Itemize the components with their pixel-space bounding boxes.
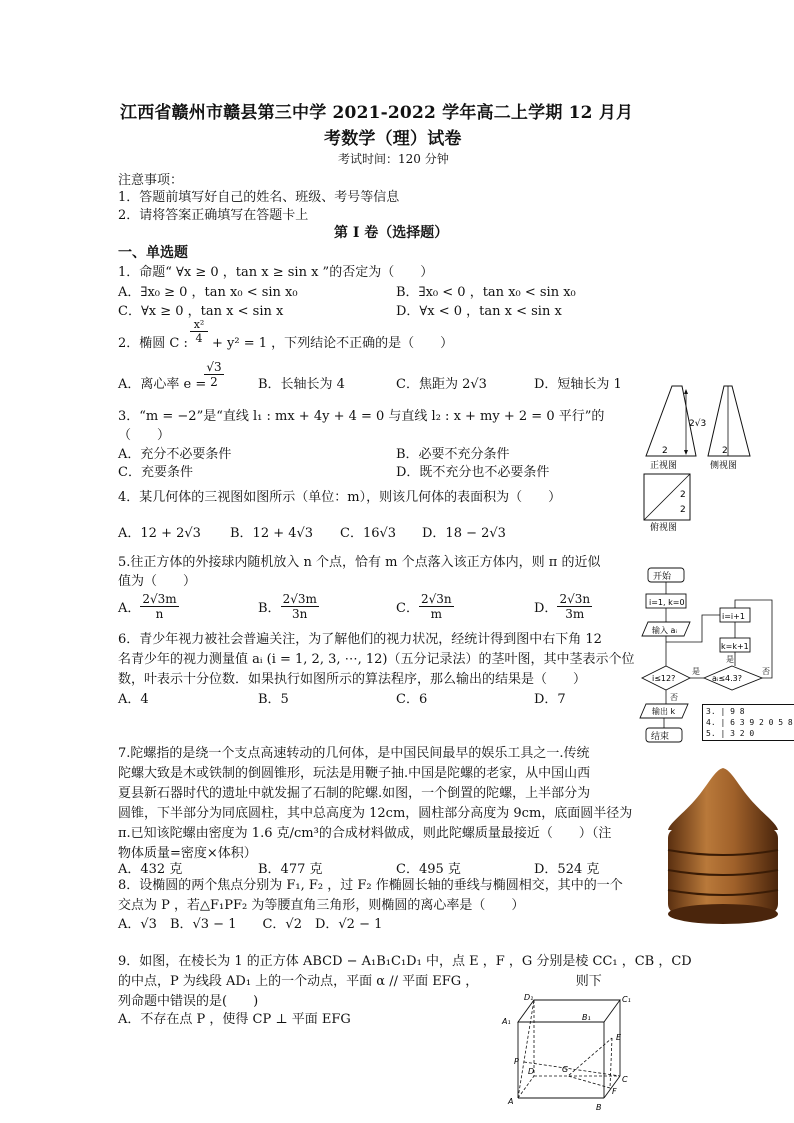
q5-stem-2: 值为（ ） — [118, 574, 197, 589]
q6-stem-3: 数，叶表示十分位数．如果执行如图所示的算法程序，那么输出的结果是（ ） — [118, 672, 587, 687]
flow-inc-k-label: k=k+1 — [721, 642, 749, 651]
q5-option-b — [258, 592, 319, 621]
q5-option-a-fraction — [140, 592, 178, 621]
dim-top-a-label: 2 — [680, 490, 686, 500]
note-item-1: 1．答题前填写好自己的姓名、班级、考号等信息 — [118, 190, 400, 205]
q5-option-d — [534, 592, 592, 621]
q5-c-num: 2√3n — [420, 592, 452, 606]
q7-line-4: 圆锥，下半部分为同底圆柱，其中总高度为 12cm，圆柱部分高度为 9cm，底面圆半径为 — [118, 806, 633, 821]
q2-stem-suffix: + y² = 1 ，下列结论不正确的是（ ） — [212, 336, 454, 351]
q2-option-b: B．长轴长为 4 — [258, 377, 345, 392]
top-view-label: 俯视图 — [650, 523, 678, 533]
q7-line-1: 7.陀螺指的是绕一个支点高速转动的几何体，是中国民间最早的娱乐工具之一.传统 — [118, 746, 590, 761]
q2-option-c: C．焦距为 2√3 — [396, 377, 487, 392]
flow-init-label: i=1, k=0 — [649, 598, 685, 607]
side-view-label: 侧视图 — [710, 461, 738, 471]
cube-label-d1: D₁ — [524, 993, 534, 1002]
q8-line-2: 交点为 P ，若△F₁PF₂ 为等腰直角三角形，则椭圆的离心率是（ ） — [118, 898, 525, 913]
q3-stem-2: （ ） — [118, 428, 171, 443]
q5-stem: 5.往正方体的外接球内随机放入 n 个点，恰有 m 个点落入该正方体内，则 π 的近似 — [118, 555, 601, 570]
q4-stem: 4．某几何体的三视图如图所示（单位：m），则该几何体的表面积为（ ） — [118, 490, 562, 505]
stem-leaf-row-2: 4. | 6 3 9 2 0 5 8 — [706, 718, 793, 727]
exam-time: 考试时间：120 分钟 — [338, 152, 449, 166]
q6-option-c: C．6 — [396, 692, 428, 707]
q5-a-num: 2√3m — [142, 592, 177, 606]
flow-yes-label-2: 是 — [726, 655, 734, 664]
q6-stem: 6．青少年视力被社会普遍关注，为了解他们的视力状况，经统计得到图中右下角 12 — [118, 632, 602, 647]
q1-option-c: C．∀x ≥ 0 ，tan x < sin x — [118, 304, 284, 319]
q6-option-b: B．5 — [258, 692, 289, 707]
top-cone — [668, 768, 778, 830]
q9-option-a: A．不存在点 P ，使得 CP ⊥ 平面 EFG — [118, 1012, 351, 1027]
flow-cond1-label: i≤12? — [652, 674, 676, 683]
q3-option-a: A．充分不必要条件 — [118, 447, 232, 462]
flow-end-label: 结束 — [651, 732, 670, 742]
q5-option-a — [118, 592, 179, 621]
q7-line-6: 物体质量=密度×体积） — [118, 846, 257, 861]
dim-front-base-label: 2 — [662, 446, 668, 456]
q7-option-a: A．432 克 — [118, 862, 183, 877]
q9-line-1: 9．如图，在棱长为 1 的正方体 ABCD − A₁B₁C₁D₁ 中，点 E ，F ，G 分别是棱 CC₁ ，CB ，CD — [118, 954, 692, 969]
flow-no-label-1: 否 — [670, 693, 678, 702]
cube-label-b: B — [596, 1103, 602, 1112]
q5-option-b-fraction — [281, 592, 319, 621]
q5-option-d-label: D． — [534, 601, 558, 616]
notes-heading: 注意事项： — [118, 173, 184, 188]
q7-option-d: D．524 克 — [534, 862, 600, 877]
q4-option-d: D．18 − 2√3 — [422, 526, 506, 541]
q7-option-c: C．495 克 — [396, 862, 461, 877]
cube-label-c: C — [622, 1075, 628, 1084]
q2-e-den: 2 — [210, 375, 218, 389]
q9-line-3: 列命题中错误的是( ) — [118, 994, 259, 1009]
note-item-2: 2．请将答案正确填写在答题卡上 — [118, 208, 309, 223]
page-title-line2: 考数学（理）试卷 — [324, 129, 462, 149]
q9-line-2: 的中点，P 为线段 AD₁ 上的一个动点，平面 α // 平面 EFG ， 则下 — [118, 974, 602, 989]
q7-option-b: B．477 克 — [258, 862, 323, 877]
cube-diagram — [498, 992, 638, 1114]
q2-option-d: D．短轴长为 1 — [534, 377, 622, 392]
q2-option-a: A．离心率 e = — [118, 377, 207, 392]
q7-line-3: 夏县新石器时代的遗址中就发掘了石制的陀螺.如图，一个倒置的陀螺，上半部分为 — [118, 786, 591, 801]
q2-stem-prefix: 2．椭圆 C : — [118, 336, 188, 351]
cube-label-b1: B₁ — [582, 1013, 591, 1022]
cube-label-c1: C₁ — [622, 995, 631, 1004]
q4-option-c: C．16√3 — [340, 526, 397, 541]
top-base — [668, 904, 778, 924]
cube-label-f: F — [612, 1087, 617, 1096]
front-arrow-top — [684, 389, 688, 394]
dim-side-base-label: 2 — [722, 446, 728, 456]
three-view-diagram — [632, 384, 782, 534]
cube-label-a: A — [508, 1097, 514, 1106]
side-view-shape — [708, 386, 750, 456]
cube-label-d: D — [528, 1067, 535, 1076]
spinning-top-image — [656, 764, 790, 928]
cube-label-g: G — [562, 1065, 569, 1074]
stem-leaf-row-3: 5. | 3 2 0 — [706, 729, 755, 738]
q7-line-5: π.已知该陀螺由密度为 1.6 克/cm³的合成材料做成，则此陀螺质量最接近（ ）（注 — [118, 826, 612, 841]
q6-option-a: A．4 — [118, 692, 149, 707]
part1-title: 第 I 卷（选择题） — [334, 225, 449, 241]
q2-fraction-x2 — [190, 318, 208, 345]
section1-heading: 一、单选题 — [118, 245, 188, 261]
q5-a-den: n — [155, 607, 164, 621]
q5-c-den: m — [430, 607, 442, 621]
dim-top-b-label: 2 — [680, 505, 686, 515]
top-body — [668, 828, 778, 914]
flow-yes-label-1: 是 — [692, 667, 700, 676]
flow-cond2-label: aᵢ≤4.3? — [712, 674, 743, 683]
q5-b-den: 3n — [292, 607, 308, 621]
cube-label-p: P — [514, 1057, 519, 1066]
q2-fraction-num: x² — [190, 318, 208, 332]
q5-option-c — [396, 592, 454, 621]
q3-option-b: B．必要不充分条件 — [396, 447, 510, 462]
q5-option-b-label: B． — [258, 601, 281, 616]
cube-ad1 — [518, 1000, 534, 1098]
q2-e-fraction — [204, 360, 224, 389]
flow-output-label: 输出 k — [652, 707, 676, 716]
q5-option-d-fraction — [557, 592, 592, 621]
q6-stem-2: 名青少年的视力测量值 aᵢ (i = 1, 2, 3, ⋯, 12)（五分记录法）的茎叶图，其中茎表示个位 — [118, 652, 635, 667]
front-view-label: 正视图 — [650, 461, 678, 471]
dim-height-label: 2√3 — [689, 419, 707, 429]
q5-option-c-fraction — [419, 592, 454, 621]
front-arrow-bottom — [684, 450, 688, 455]
flow-start-label: 开始 — [653, 572, 672, 582]
q4-option-a: A．12 + 2√3 — [118, 526, 201, 541]
page-title-line1: 江西省赣州市赣县第三中学 2021-2022 学年高二上学期 12 月月 — [120, 103, 634, 123]
q1-stem: 1．命题“ ∀x ≥ 0 ，tan x ≥ sin x ”的否定为（ ） — [118, 265, 434, 280]
stem-leaf-table — [702, 704, 794, 741]
flow-inc-i-label: i=i+1 — [722, 612, 745, 621]
q4-option-b: B．12 + 4√3 — [230, 526, 314, 541]
q5-d-num: 2√3n — [559, 592, 591, 606]
flow-no-label-2: 否 — [762, 667, 770, 676]
cube-label-a1: A₁ — [502, 1017, 511, 1026]
cube-efg-triangle — [568, 1038, 612, 1088]
flow-input-label: 输入 aᵢ — [652, 626, 677, 635]
q3-stem: 3．“m = −2”是“直线 l₁ : mx + 4y + 4 = 0 与直线 l₂ : x + my + 2 = 0 平行”的 — [118, 409, 605, 424]
q5-b-num: 2√3m — [282, 592, 317, 606]
cube-label-e: E — [616, 1033, 622, 1042]
q2-e-num: √3 — [204, 360, 224, 375]
q7-line-2: 陀螺大致是木或铁制的倒圆锥形，玩法是用鞭子抽.中国是陀螺的老家，从中国山西 — [118, 766, 591, 781]
q5-option-a-label: A． — [118, 601, 141, 616]
stem-leaf-row-1: 3. | 9 8 — [706, 707, 745, 716]
cube-cp — [524, 1062, 620, 1076]
q6-option-d: D．7 — [534, 692, 566, 707]
q5-d-den: 3m — [565, 607, 585, 621]
q2-fraction-den: 4 — [195, 332, 203, 345]
q5-option-c-label: C． — [396, 601, 419, 616]
q3-option-c: C．充要条件 — [118, 465, 193, 480]
cube-hidden-ad — [518, 1076, 534, 1098]
q1-option-a: A．∃x₀ ≥ 0 ，tan x₀ < sin x₀ — [118, 285, 298, 300]
q8-options: A．√3 B．√3 − 1 C．√2 D．√2 − 1 — [118, 917, 383, 932]
q3-option-d: D．既不充分也不必要条件 — [396, 465, 550, 480]
q8-line-1: 8．设椭圆的两个焦点分别为 F₁, F₂ ，过 F₂ 作椭圆长轴的垂线与椭圆相交，其中的一个 — [118, 878, 623, 893]
q1-option-d: D．∀x < 0 ，tan x < sin x — [396, 304, 562, 319]
q1-option-b: B．∃x₀ < 0 ，tan x₀ < sin x₀ — [396, 285, 576, 300]
